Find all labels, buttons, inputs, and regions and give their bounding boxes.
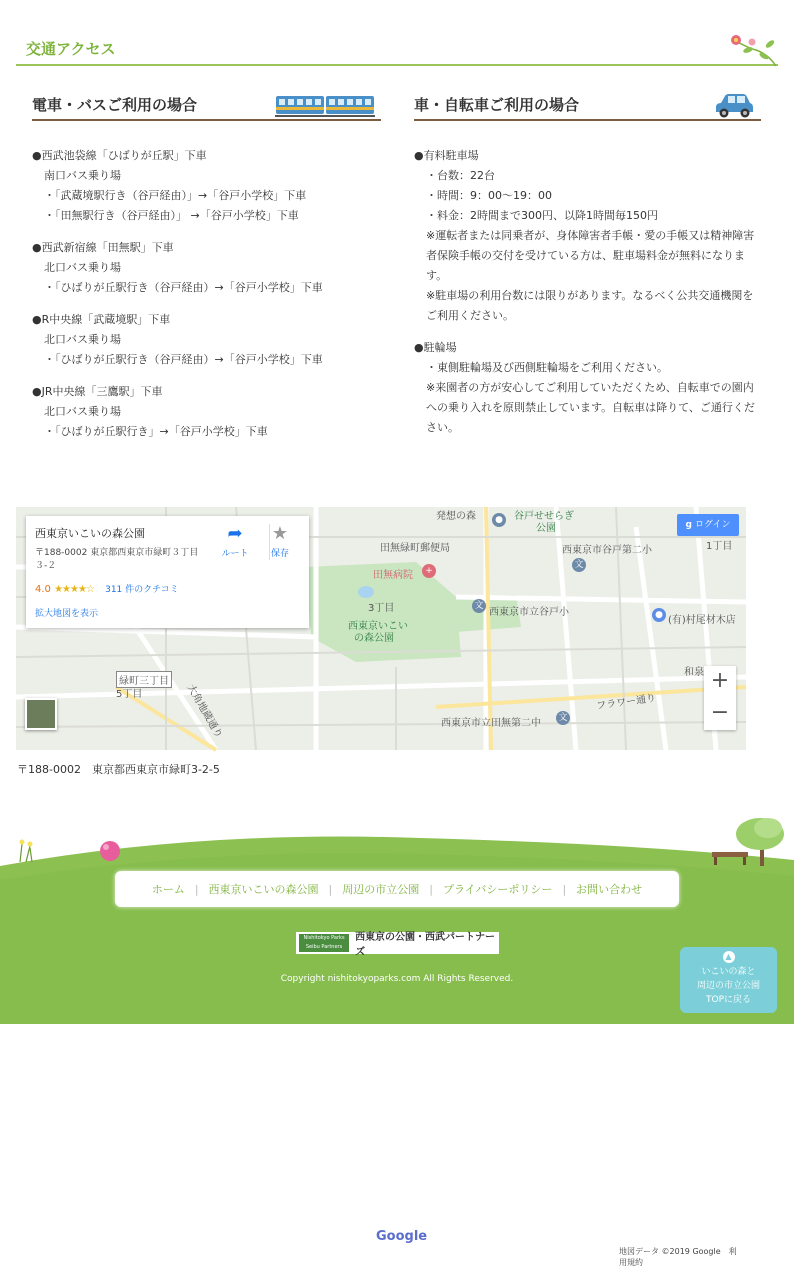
map-label-muraomoku: (有)村尾材木店 (668, 615, 736, 626)
rating-value: 4.0 (35, 584, 51, 595)
copyright: Copyright nishitokyoparks.com All Rights Reserved. (280, 974, 514, 984)
nav-separator: | (328, 882, 333, 896)
map-credit[interactable]: 地図データ ©2019 Google 利用規約 (616, 1246, 746, 1268)
map-label-okado: 大角地蔵通り (184, 682, 225, 741)
footer-link-home[interactable]: ホーム (151, 883, 185, 896)
login-label: ログイン (694, 520, 731, 530)
store-pin-icon[interactable]: ● (652, 608, 666, 622)
bus-stop: 北口バス乗り場 (44, 405, 121, 418)
access-group-musashisakai (32, 310, 392, 370)
back-to-top-button[interactable] (680, 947, 777, 1013)
station-line: ●JR中央線「三鷹駅」下車 (32, 385, 163, 398)
footer-link-contact[interactable]: お問い合わせ (576, 883, 643, 896)
save-label: 保存 (270, 549, 289, 559)
satellite-toggle-thumbnail[interactable] (25, 698, 57, 730)
train-section-rule (32, 119, 381, 121)
place-name: 西東京いこいの森公園 (35, 527, 145, 540)
parking-item: ・台数：22台 (426, 169, 495, 182)
enlarge-map-link[interactable]: 拡大地図を表示 (35, 609, 99, 619)
map-label-midori3: 緑町三丁目 (116, 671, 172, 688)
train-section-heading: 電車・バスご利用の場合 (32, 96, 198, 114)
access-group-mitaka (32, 382, 392, 442)
partner-mark-logo: Nishitokyo Parks Seibu Partners (299, 934, 349, 952)
map-label-koen: 公園 (536, 523, 556, 534)
grass-hill-background (0, 820, 794, 1024)
zoom-out-button[interactable]: − (710, 700, 730, 725)
parking-group (414, 146, 759, 326)
footer-link-ikoi-park[interactable]: 西東京いこいの森公園 (208, 883, 319, 896)
station-line: ●R中央線「武蔵境駅」下車 (32, 313, 171, 326)
park-address: 〒188-0002 東京都西東京市緑町3-2-5 (17, 763, 220, 776)
parking-item: ・時間：9：00〜19：00 (426, 189, 552, 202)
bicycle-group (414, 338, 759, 438)
map-label-5chome: 5丁目 (116, 689, 143, 700)
page-title: 交通アクセス (26, 40, 116, 58)
bus-stop: 南口バス乗り場 (44, 169, 121, 182)
zoom-control (704, 666, 736, 730)
car-icon (713, 92, 755, 120)
map-label-yatosho: 西東京市立谷戸小 (489, 607, 569, 618)
route-label: ルート (221, 549, 249, 559)
map-label-park2: の森公園 (354, 633, 394, 644)
save-button[interactable] (258, 522, 302, 559)
footer-link-nearby-parks[interactable]: 周辺の市立公園 (342, 883, 420, 896)
footer-nav (115, 871, 679, 907)
place-address: 〒188-0002 東京都西東京市緑町３丁目３-２ (35, 548, 199, 571)
map-label-post-office: 田無緑町郵便局 (380, 543, 450, 554)
partner-logo[interactable] (296, 932, 499, 958)
zoom-in-button[interactable]: + (710, 668, 730, 693)
bus-stop: 北口バス乗り場 (44, 261, 121, 274)
flower-decoration-icon (726, 30, 780, 68)
partner-name: 西東京の公園・西武パートナーズ (355, 932, 496, 958)
route-button[interactable] (213, 522, 257, 559)
access-group-hibarigaoka (32, 146, 392, 226)
nav-separator: | (194, 882, 199, 896)
place-info-card (26, 516, 309, 628)
pin-icon[interactable]: ● (492, 513, 506, 527)
arrow-up-icon: ▲ (723, 951, 735, 963)
map-label-1chome: 1丁目 (706, 541, 733, 552)
parking-title: ●有料駐車場 (414, 149, 479, 162)
map-label-yato-daini: 西東京市谷戸第二小 (562, 545, 652, 556)
car-access-list (414, 146, 759, 450)
car-section-heading: 車・自転車ご利用の場合 (414, 96, 580, 114)
hospital-icon[interactable]: + (422, 564, 436, 578)
nav-separator: | (429, 882, 433, 896)
school-icon[interactable]: 文 (556, 711, 570, 725)
google-logo: Google (376, 1229, 428, 1244)
bus-route: ・「田無駅行き（谷戸経由）」 →「谷戸小学校」下車 (44, 209, 299, 222)
footer-link-privacy[interactable]: プライバシーポリシー (442, 883, 553, 896)
bus-route: ・「ひばりが丘駅行き（谷戸経由）→「谷戸小学校」下車 (44, 353, 323, 366)
bicycle-title: ●駐輪場 (414, 341, 457, 354)
station-line: ●西武池袋線「ひばりが丘駅」下車 (32, 149, 207, 162)
bicycle-note: ※来園者の方が安心してご利用していただくため、自転車での園内への乗り入れを原則禁止しています。自転車は降りて、ご通行ください。 (426, 381, 755, 434)
station-line: ●西武新宿線「田無駅」下車 (32, 241, 174, 254)
map-label-park: 西東京いこい (348, 621, 408, 632)
map-label-flower-street: フラワー通り (595, 692, 657, 713)
rating-stars: ★★★★☆ (54, 584, 94, 595)
place-rating (35, 582, 179, 595)
reviews-link[interactable]: 311 件のクチコミ (105, 585, 179, 595)
nav-separator: | (562, 882, 567, 896)
parking-note: ※運転者または同乗者が、身体障害者手帳・愛の手帳又は精神障害者保険手帳の交付を受けている方は、駐車場料金が無料になります。 (426, 229, 755, 282)
parking-item: ・料金：2時間まで300円、以降1時間毎150円 (426, 209, 658, 222)
footer (0, 820, 794, 1024)
map-label-hassou: 発想の森 (436, 511, 476, 522)
top-button-line: TOPに戻る (705, 995, 751, 1005)
car-section-rule (414, 119, 761, 121)
access-group-tanashi (32, 238, 392, 298)
map-label-yatosesaragi: 谷戸せせらぎ (514, 511, 574, 522)
map-label-tanashi-daini: 西東京市立田無第二中 (441, 718, 541, 729)
bus-route: ・「ひばりが丘駅行き」→「谷戸小学校」下車 (44, 425, 268, 438)
school-icon[interactable]: 文 (472, 599, 486, 613)
bicycle-item: ・東側駐輪場及び西側駐輪場をご利用ください。 (426, 361, 668, 374)
bus-route: ・「ひばりが丘駅行き（谷戸経由）→「谷戸小学校」下車 (44, 281, 323, 294)
bus-route: ・「武蔵境駅行き（谷戸経由）」→「谷戸小学校」下車 (44, 189, 307, 202)
train-access-list (32, 146, 392, 454)
top-button-line: 周辺の市立公園 (696, 981, 760, 991)
google-login-button[interactable] (677, 514, 739, 536)
star-icon: ★ (271, 523, 289, 544)
parking-note: ※駐車場の利用台数には限りがあります。なるべく公共交通機関をご利用ください。 (426, 289, 754, 322)
bus-stop: 北口バス乗り場 (44, 333, 121, 346)
school-icon[interactable]: 文 (572, 558, 586, 572)
map-label-izumi: 和泉 (684, 667, 704, 678)
map-label-3chome: 3丁目 (368, 603, 395, 614)
directions-icon: ➦ (227, 523, 243, 544)
train-icon (275, 93, 375, 119)
map-label-hospital: 田無病院 (373, 570, 413, 581)
google-g-icon: g (685, 520, 692, 530)
title-divider (16, 64, 778, 66)
top-button-line: いこいの森と (701, 967, 756, 977)
